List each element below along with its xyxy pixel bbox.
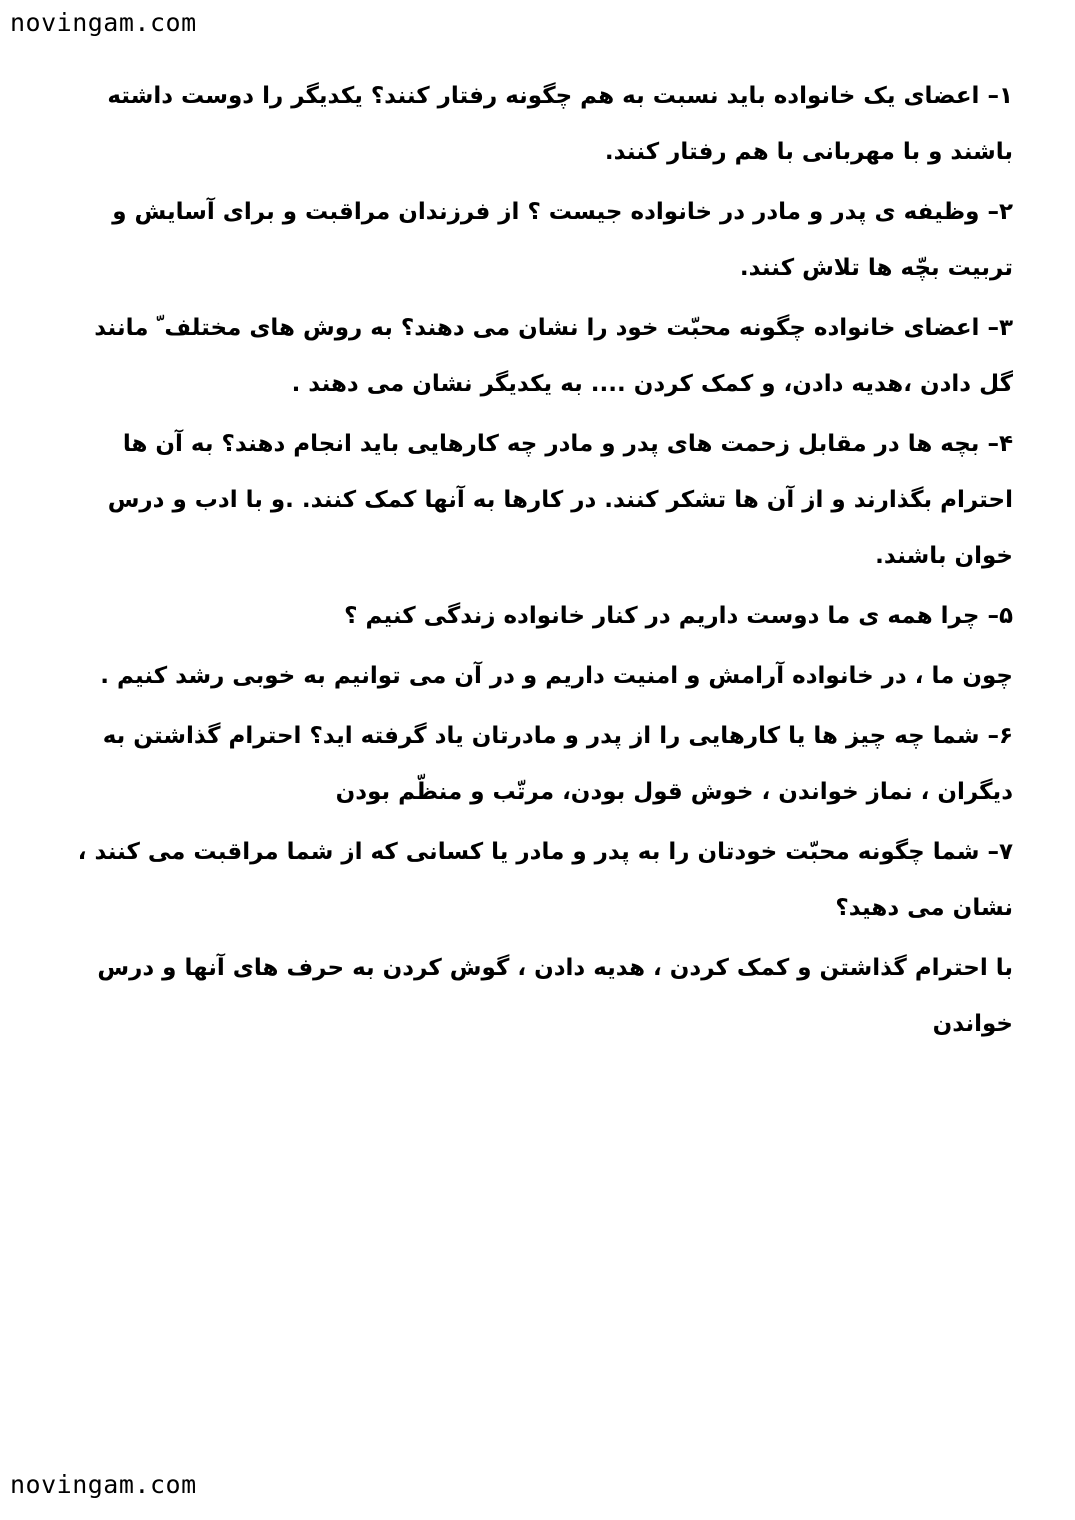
paragraph-q6: ۶– شما چه چیز ها یا کارهایی را از پدر و مادرتان یاد گرفته اید؟ احترام گذاشتن به دیگران ، نماز خواندن ، خوش قول بودن، مرتّب و منظّم بودن [102,723,1013,805]
paragraph-q7: ۷– شما چگونه محبّت خودتان را به پدر و مادر یا کسانی که از شما مراقبت می کنند ، نشان می دهید؟ [77,839,1013,921]
paragraph-q4: ۴– بچه ها در مقابل زحمت های پدر و مادر چه کارهایی باید انجام دهند؟ به آن ها احترام بگذارند و از آن ها تشکر کنند. در کارها به آنها کمک کنند. .و با ادب و درس خوان باشند. [107,431,1013,569]
paragraph-a7: با احترام گذاشتن و کمک کردن ، هدیه دادن ، گوش کردن به حرف های آنها و درس خواندن [97,955,1013,1037]
document-body [65,68,1013,1056]
paragraph-q1: ۱– اعضای یک خانواده باید نسبت به هم چگونه رفتار کنند؟ یکدیگر را دوست داشته باشند و با مهربانی با هم رفتار کنند. [107,83,1013,165]
paragraph-q5: ۵– چرا همه ی ما دوست داریم در کنار خانواده زندگی کنیم ؟ [344,603,1013,629]
paragraph-a5: چون ما ، در خانواده آرامش و امنیت داریم و در آن می توانیم به خوبی رشد کنیم . [100,663,1013,689]
watermark-top: novingam.com [10,8,197,37]
watermark-bottom: novingam.com [10,1470,197,1499]
paragraph-q2: ۲– وظیفه ی پدر و مادر در خانواده جیست ؟ از فرزندان مراقبت و برای آسایش و تربیت بچّه ها تلاش کنند. [112,199,1013,281]
paragraph-q3: ۳– اعضای خانواده چگونه محبّت خود را نشان می دهند؟ به روش های مختلف ّ مانند گل دادن ،هدیه دادن، و کمک کردن .... به یکدیگر نشان می دهند . [94,315,1013,397]
